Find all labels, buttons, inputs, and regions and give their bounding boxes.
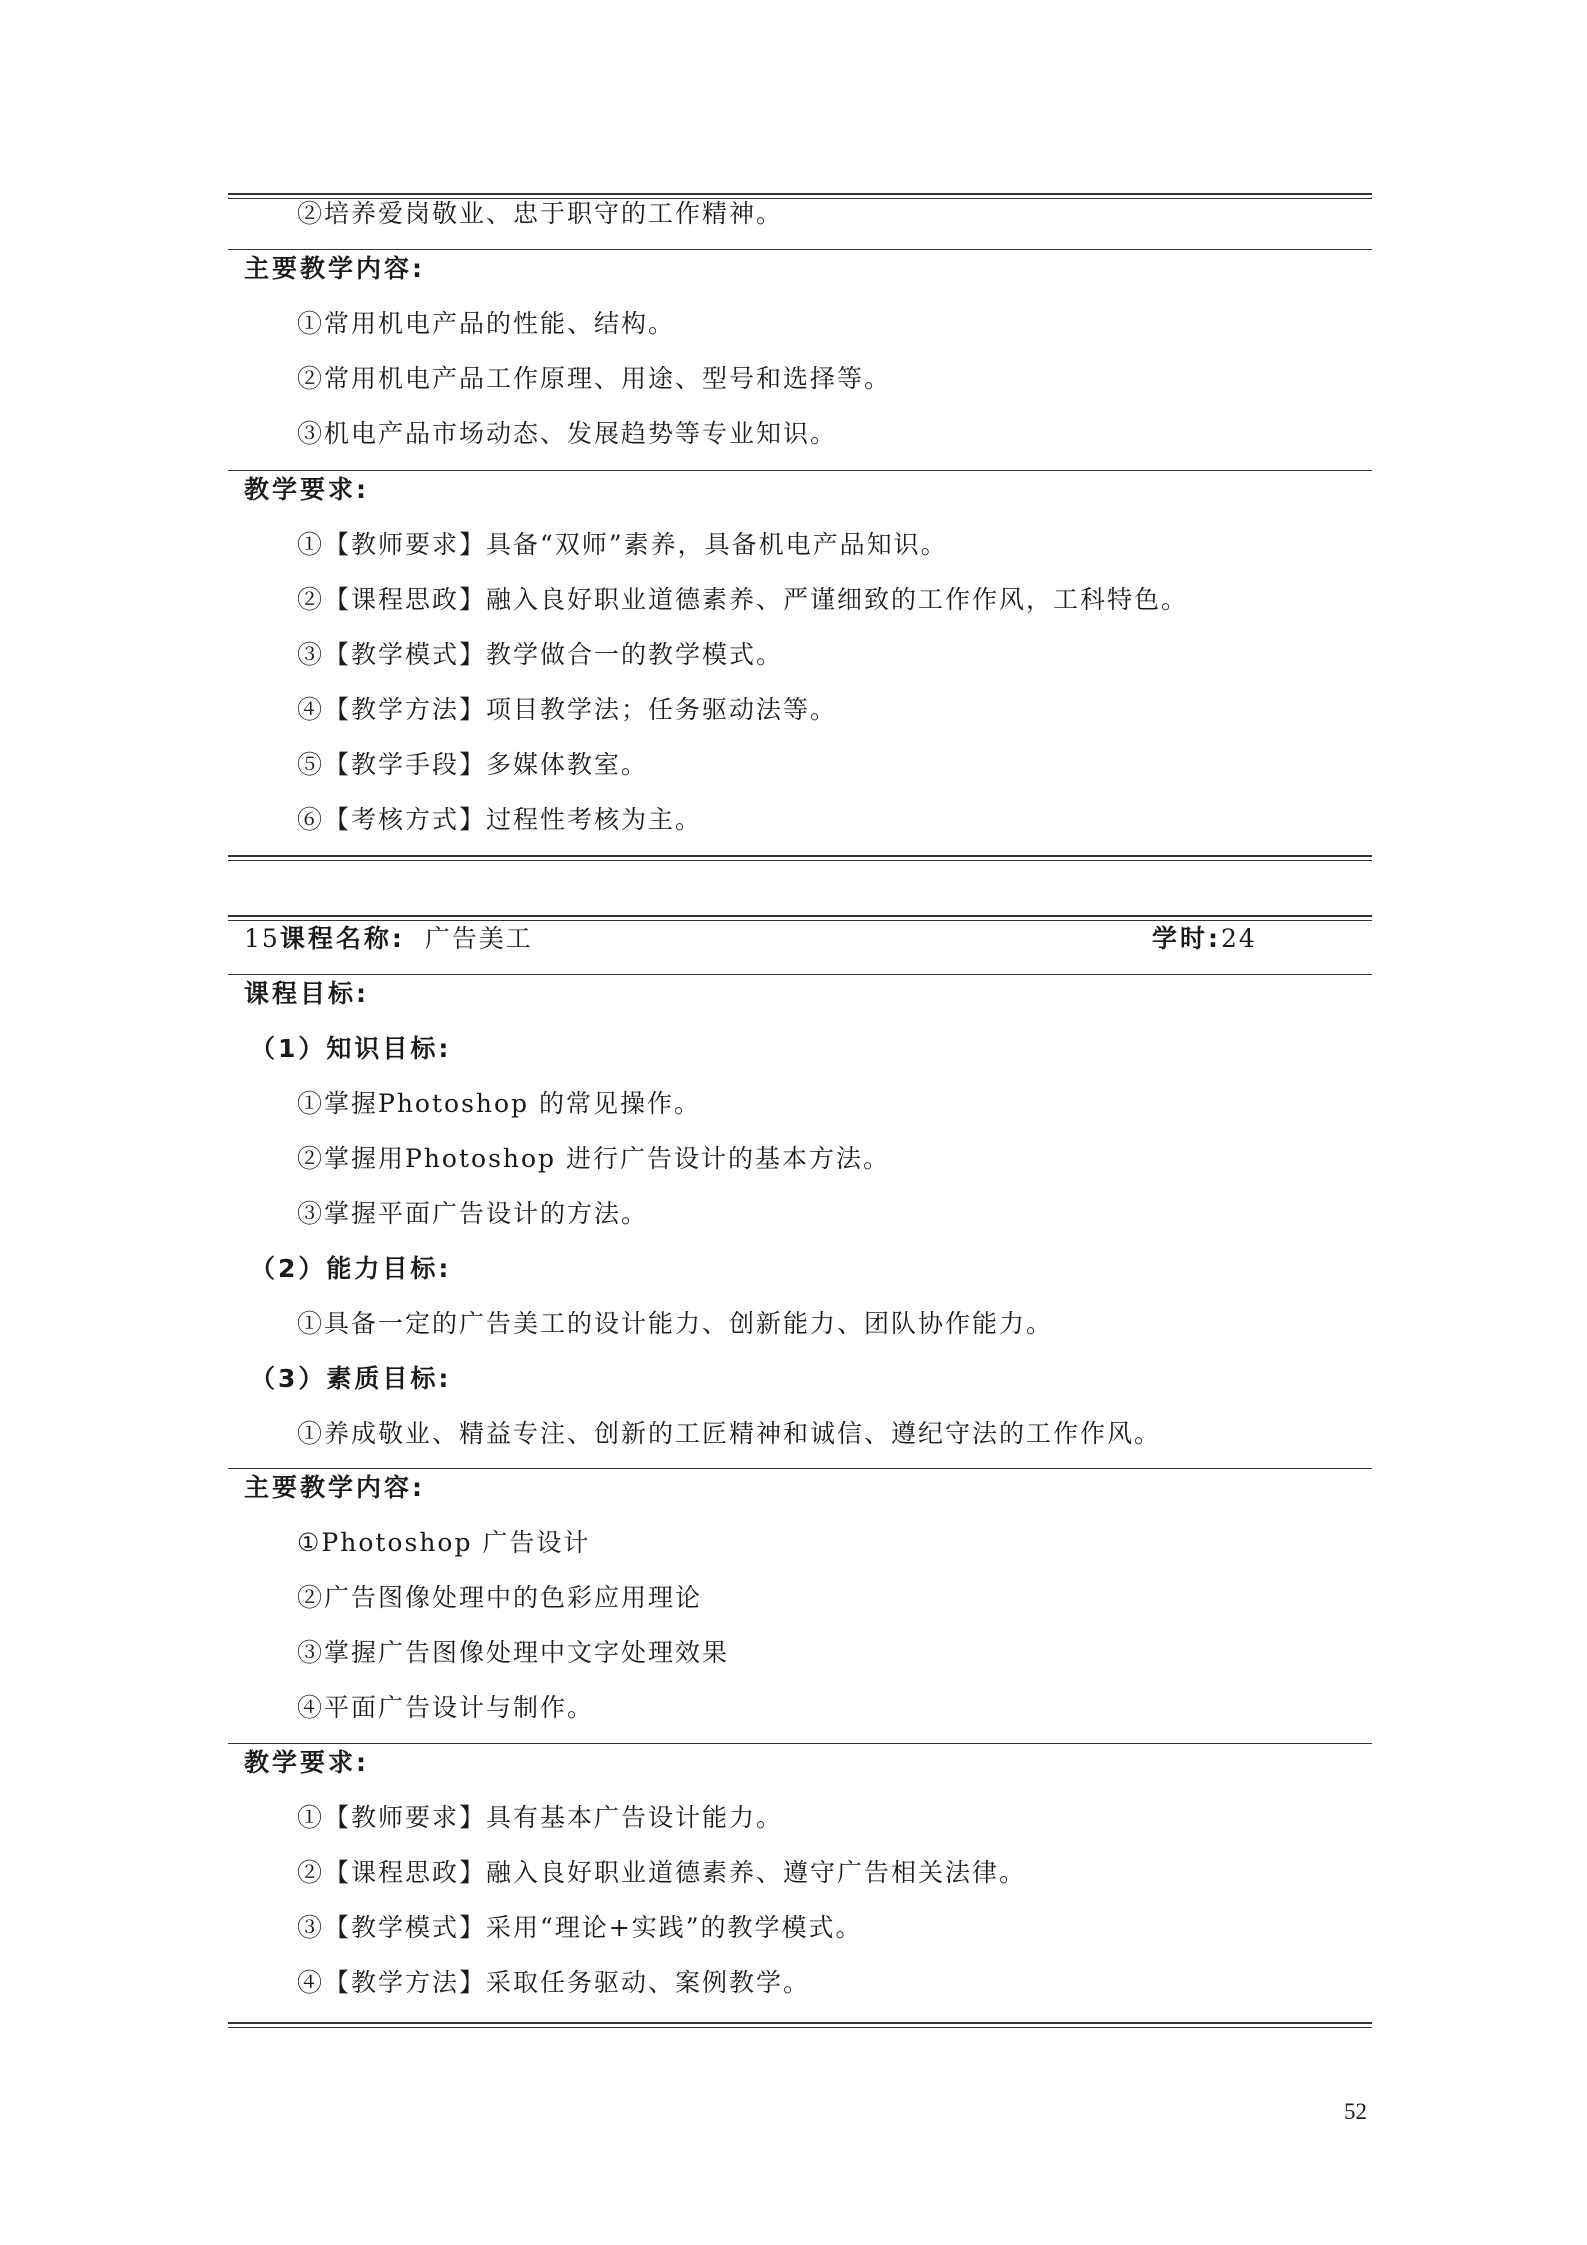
hours-value: 24 <box>1221 924 1257 953</box>
requirement-item: ①【教师要求】具有基本广告设计能力。 <box>297 1803 784 1832</box>
content-heading: 主要教学内容: <box>244 1473 425 1502</box>
course-hours <box>1152 918 1257 960</box>
requirement-item: ④【教学方法】采取任务驱动、案例教学。 <box>297 1968 811 1997</box>
requirement-item: ②【课程思政】融入良好职业道德素养、严谨细致的工作作风，工科特色。 <box>297 585 1189 614</box>
course-name-label: 课程名称: <box>279 924 405 953</box>
quality-item: ①养成敬业、精益专注、创新的工匠精神和诚信、遵纪守法的工作作风。 <box>297 1419 1162 1448</box>
requirement-item: ②【课程思政】融入良好职业道德素养、遵守广告相关法律。 <box>297 1858 1027 1887</box>
content-heading: 主要教学内容: <box>244 254 425 283</box>
requirement-item: ③【教学模式】采用“理论+实践”的教学模式。 <box>297 1913 863 1942</box>
content-item: ④平面广告设计与制作。 <box>297 1693 595 1722</box>
quality-heading: （3）素质目标: <box>250 1364 452 1393</box>
requirement-item: ①【教师要求】具备“双师”素养，具备机电产品知识。 <box>297 530 948 559</box>
knowledge-item: ③掌握平面广告设计的方法。 <box>297 1199 649 1228</box>
knowledge-item: ②掌握用Photoshop 进行广告设计的基本方法。 <box>297 1144 891 1173</box>
requirement-item: ⑤【教学手段】多媒体教室。 <box>297 750 649 779</box>
page-number: 52 <box>1344 2099 1367 2124</box>
course-title-row <box>244 918 533 960</box>
requirement-item: ⑥【考核方式】过程性考核为主。 <box>297 805 703 834</box>
course-number: 15 <box>244 924 280 953</box>
content-item: ①常用机电产品的性能、结构。 <box>297 309 676 338</box>
requirements-heading: 教学要求: <box>244 1748 369 1777</box>
requirement-item: ③【教学模式】教学做合一的教学模式。 <box>297 640 784 669</box>
requirements-heading: 教学要求: <box>244 475 369 504</box>
requirement-item: ④【教学方法】项目教学法；任务驱动法等。 <box>297 695 838 724</box>
course-name: 广告美工 <box>424 924 533 953</box>
section-divider <box>228 470 1372 471</box>
section-divider <box>228 1743 1372 1744</box>
content-item: ②常用机电产品工作原理、用途、型号和选择等。 <box>297 364 892 393</box>
knowledge-heading: （1）知识目标: <box>250 1034 452 1063</box>
content-item: ③掌握广告图像处理中文字处理效果 <box>297 1638 730 1667</box>
content-item: ①Photoshop 广告设计 <box>297 1528 591 1557</box>
objectives-heading: 课程目标: <box>244 979 369 1008</box>
cultivate-line: ②培养爱岗敬业、忠于职守的工作精神。 <box>297 199 784 228</box>
table-bottom-rule <box>228 855 1372 861</box>
knowledge-item: ①掌握Photoshop 的常见操作。 <box>297 1089 702 1118</box>
section-divider <box>228 974 1372 975</box>
hours-label: 学时: <box>1152 924 1221 953</box>
ability-heading: （2）能力目标: <box>250 1254 452 1283</box>
table-bottom-rule <box>228 2022 1372 2028</box>
ability-item: ①具备一定的广告美工的设计能力、创新能力、团队协作能力。 <box>297 1309 1054 1338</box>
content-item: ②广告图像处理中的色彩应用理论 <box>297 1583 703 1612</box>
content-item: ③机电产品市场动态、发展趋势等专业知识。 <box>297 419 838 448</box>
